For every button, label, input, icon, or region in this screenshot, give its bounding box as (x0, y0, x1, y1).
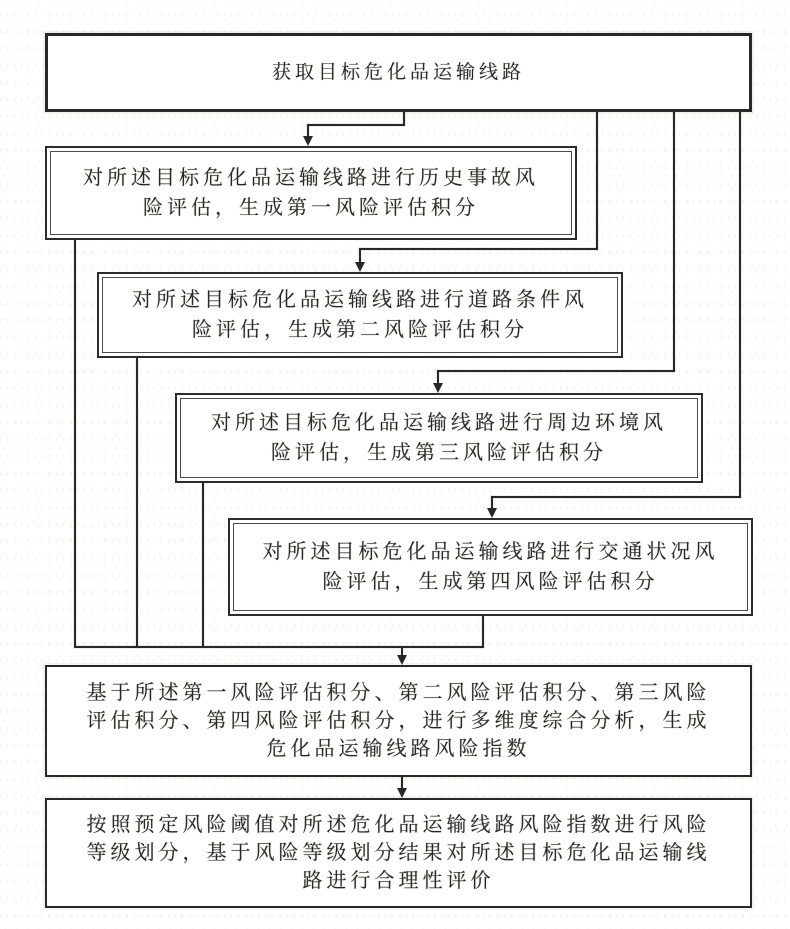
arrowhead-down-icon (433, 383, 443, 393)
flow-step-6-text: 基于所述第一风险评估积分、第二风险评估积分、第三风险 评估积分、第四风险评估积分，进行多维度综合分析，生成 危化品运输线路风险指数 (86, 682, 711, 760)
flow-step-3-text: 对所述目标危化品运输线路进行道路条件风 险评估，生成第二风险评估积分 (132, 289, 588, 341)
connector-line (739, 112, 741, 498)
flow-step-7 (45, 798, 752, 908)
connector-line (437, 370, 675, 372)
connector-line (437, 370, 439, 384)
arrowhead-down-icon (397, 655, 407, 665)
flow-step-3 (97, 272, 623, 358)
flow-step-1-text: 获取目标危化品运输线路 (271, 61, 525, 83)
connector-line (596, 112, 598, 250)
flow-step-7-text: 按照预定风险阈值对所述危化品运输线路风险指数进行风险 等级划分，基于风险等级划分结果对所述目标危化品运输线 路进行合理性评价 (86, 814, 711, 892)
arrowhead-down-icon (397, 788, 407, 798)
connector-line (74, 646, 484, 648)
arrowhead-down-icon (487, 508, 497, 518)
arrowhead-down-icon (303, 136, 313, 146)
connector-line (359, 248, 361, 263)
connector-line (673, 112, 675, 372)
flow-step-5 (228, 518, 753, 616)
connector-line (359, 248, 598, 250)
flow-step-2 (45, 146, 577, 240)
connector-line (74, 240, 76, 648)
flow-step-5-text: 对所述目标危化品运输线路进行交通状况风 险评估，生成第四风险评估积分 (262, 541, 719, 593)
connector-line (136, 358, 138, 648)
flow-step-6 (45, 665, 752, 777)
connector-line (307, 124, 405, 126)
flow-step-4-text: 对所述目标危化品运输线路进行周边环境风 险评估，生成第三风险评估积分 (211, 412, 667, 464)
connector-line (202, 483, 204, 648)
flow-step-1 (45, 33, 752, 112)
connector-line (491, 496, 741, 498)
flow-step-2-text: 对所述目标危化品运输线路进行历史事故风 险评估，生成第一风险评估积分 (83, 167, 539, 219)
flow-step-4 (175, 393, 703, 483)
connector-line (482, 616, 484, 648)
arrowhead-down-icon (355, 262, 365, 272)
